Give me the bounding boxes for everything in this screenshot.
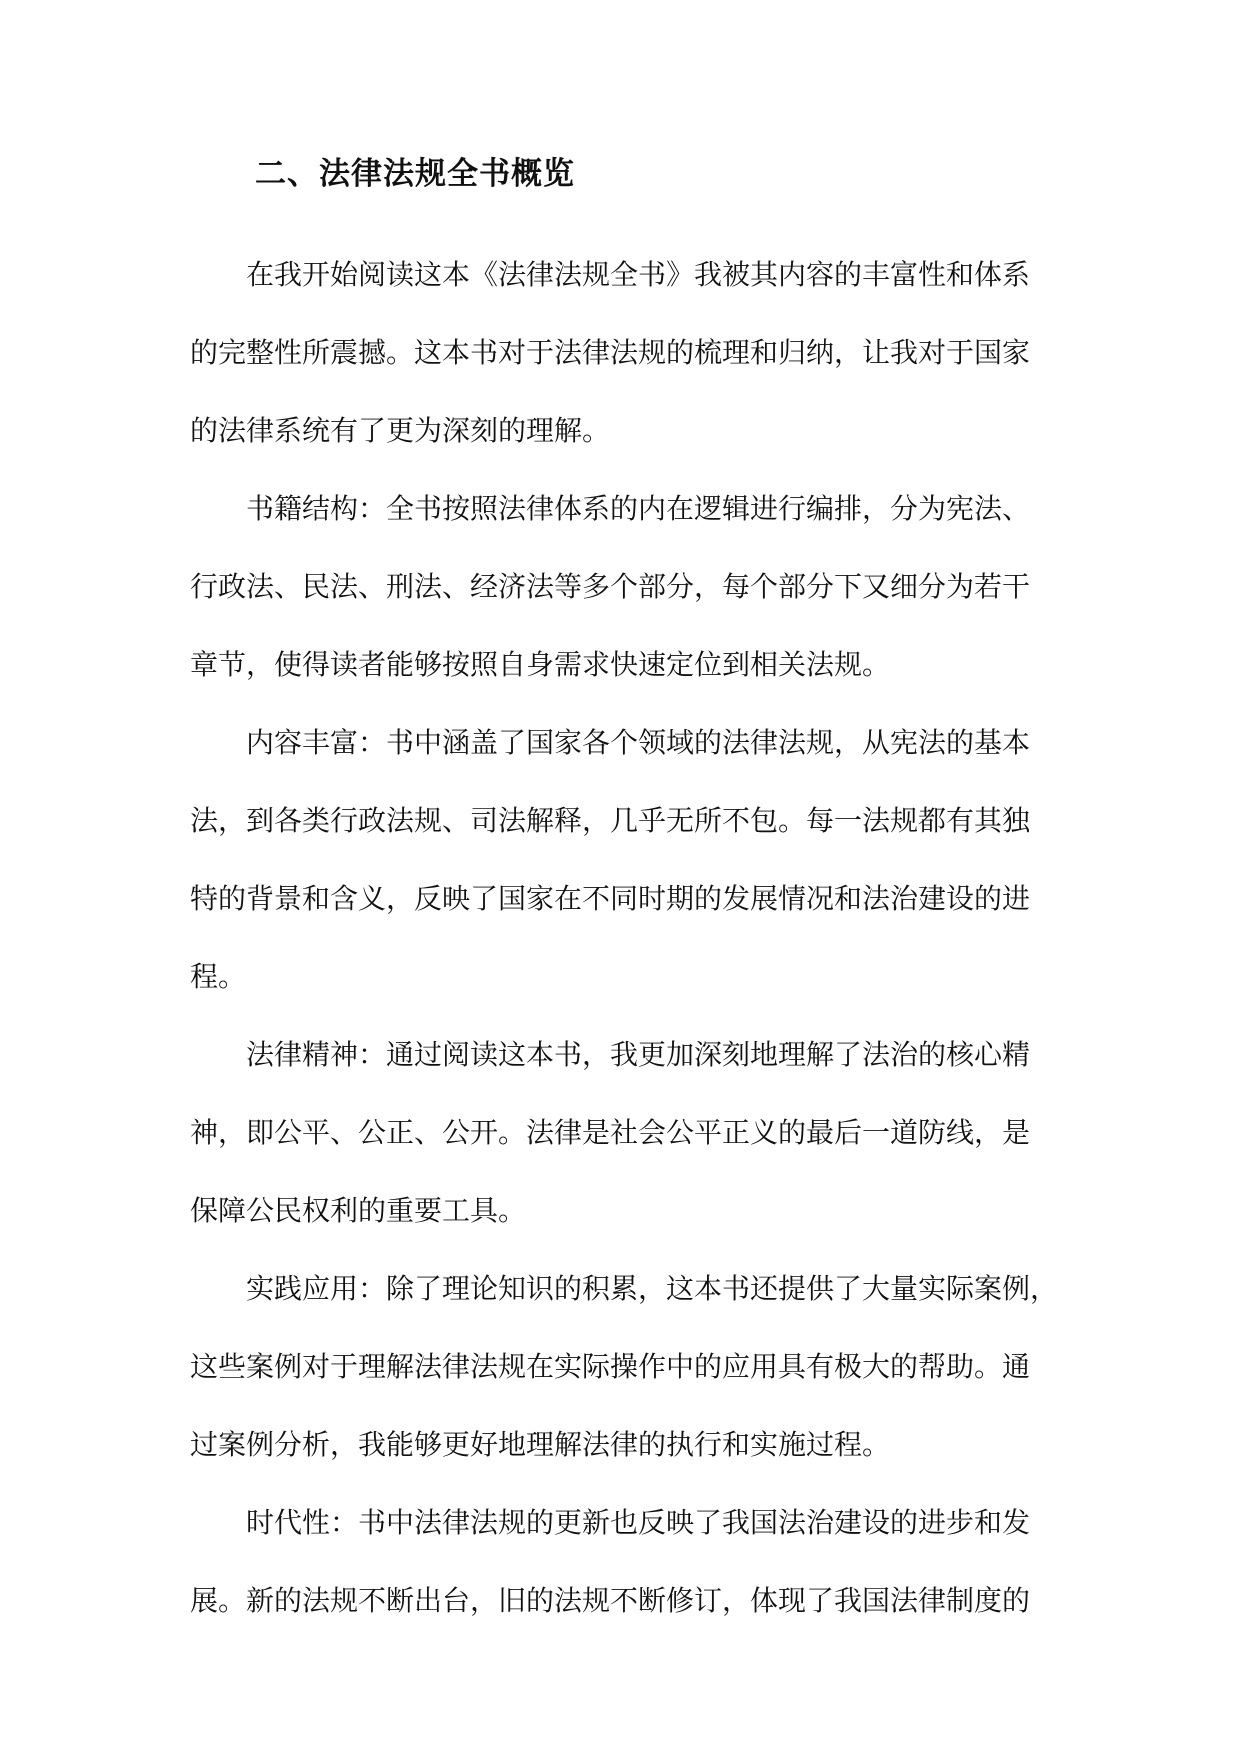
paragraph bbox=[190, 1250, 1058, 1484]
body-text bbox=[190, 236, 1058, 1640]
text-line: 这些案例对于理解法律法规在实际操作中的应用具有极大的帮助。通 bbox=[190, 1350, 1031, 1383]
paragraph bbox=[190, 1484, 1058, 1640]
text-line: 的法律系统有了更为深刻的理解。 bbox=[190, 414, 611, 447]
text-line: 法，到各类行政法规、司法解释，几乎无所不包。每一法规都有其独 bbox=[190, 804, 1031, 837]
section-heading: 二、法律法规全书概览 bbox=[255, 156, 575, 192]
paragraph bbox=[190, 236, 1058, 470]
paragraph bbox=[190, 1016, 1058, 1250]
text-line: 实践应用：除了理论知识的积累，这本书还提供了大量实际案例， bbox=[246, 1272, 1058, 1305]
text-line: 内容丰富：书中涵盖了国家各个领域的法律法规，从宪法的基本 bbox=[246, 726, 1031, 759]
text-line: 时代性：书中法律法规的更新也反映了我国法治建设的进步和发 bbox=[246, 1506, 1031, 1539]
paragraph bbox=[190, 704, 1058, 1016]
text-line: 保障公民权利的重要工具。 bbox=[190, 1194, 527, 1227]
text-line: 法律精神：通过阅读这本书，我更加深刻地理解了法治的核心精 bbox=[246, 1038, 1031, 1071]
text-line: 书籍结构：全书按照法律体系的内在逻辑进行编排，分为宪法、 bbox=[246, 492, 1031, 525]
text-line: 章节，使得读者能够按照自身需求快速定位到相关法规。 bbox=[190, 648, 891, 681]
text-line: 展。新的法规不断出台，旧的法规不断修订，体现了我国法律制度的 bbox=[190, 1584, 1031, 1617]
text-line: 行政法、民法、刑法、经济法等多个部分，每个部分下又细分为若干 bbox=[190, 570, 1031, 603]
text-line: 在我开始阅读这本《法律法规全书》我被其内容的丰富性和体系 bbox=[246, 258, 1031, 291]
text-line: 特的背景和含义，反映了国家在不同时期的发展情况和法治建设的进 bbox=[190, 882, 1031, 915]
text-line: 的完整性所震撼。这本书对于法律法规的梳理和归纳，让我对于国家 bbox=[190, 336, 1031, 369]
text-line: 过案例分析，我能够更好地理解法律的执行和实施过程。 bbox=[190, 1428, 891, 1461]
paragraph bbox=[190, 470, 1058, 704]
text-line: 程。 bbox=[190, 960, 247, 993]
text-line: 神，即公平、公正、公开。法律是社会公平正义的最后一道防线，是 bbox=[190, 1116, 1031, 1149]
